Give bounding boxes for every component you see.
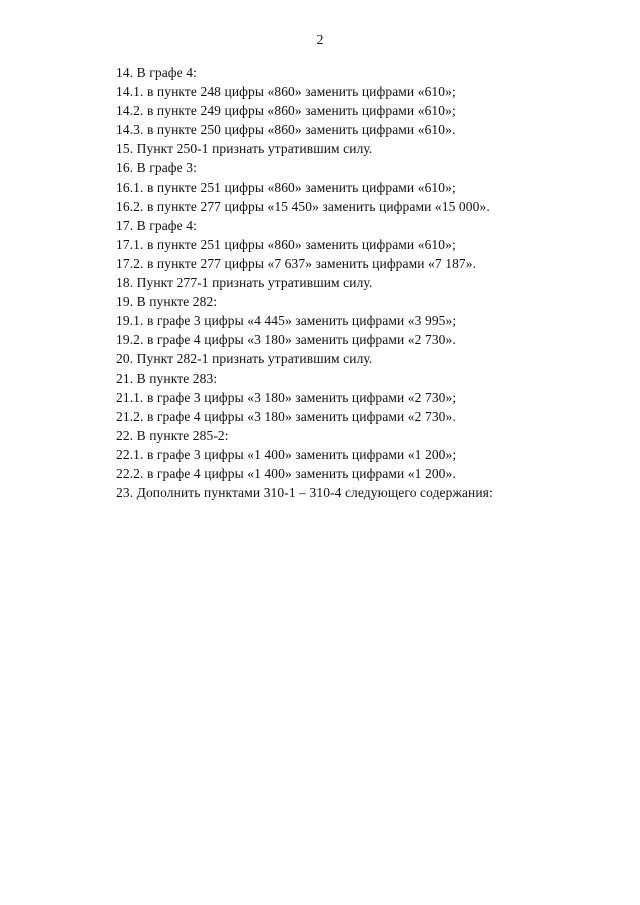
item-16-1: 16.1. в пункте 251 цифры «860» заменить цифрами «610»; [116, 179, 456, 195]
item-16-2: 16.2. в пункте 277 цифры «15 450» заменить цифрами «15 000». [116, 198, 490, 214]
item-14-3: 14.3. в пункте 250 цифры «860» заменить цифрами «610». [116, 122, 456, 138]
item-22-2: 22.2. в графе 4 цифры «1 400» заменить цифрами «1 200». [116, 465, 456, 481]
item-14-2: 14.2. в пункте 249 цифры «860» заменить цифрами «610»; [116, 103, 456, 119]
item-18: 18. Пункт 277-1 признать утратившим силу. [116, 275, 373, 291]
item-22-heading: 22. В пункте 285-2: [116, 427, 229, 443]
item-22-1: 22.1. в графе 3 цифры «1 400» заменить цифрами «1 200»; [116, 446, 457, 462]
document-body [116, 63, 616, 502]
item-21-heading: 21. В пункте 283: [116, 370, 218, 386]
item-14-1: 14.1. в пункте 248 цифры «860» заменить цифрами «610»; [116, 84, 456, 100]
item-19-1: 19.1. в графе 3 цифры «4 445» заменить цифрами «3 995»; [116, 313, 457, 329]
item-14-heading: 14. В графе 4: [116, 65, 197, 80]
item-19-2: 19.2. в графе 4 цифры «3 180» заменить цифрами «2 730». [116, 332, 456, 348]
item-17-2: 17.2. в пункте 277 цифры «7 637» заменить цифрами «7 187». [116, 255, 477, 271]
item-23: 23. Дополнить пунктами 310-1 – 310-4 следующего содержания: [116, 485, 493, 501]
item-17-heading: 17. В графе 4: [116, 217, 197, 233]
item-17-1: 17.1. в пункте 251 цифры «860» заменить цифрами «610»; [116, 236, 456, 252]
item-21-2: 21.2. в графе 4 цифры «3 180» заменить цифрами «2 730». [116, 408, 456, 424]
item-15: 15. Пункт 250-1 признать утратившим силу. [116, 141, 373, 157]
page-number: 2 [316, 33, 324, 48]
item-20: 20. Пункт 282-1 признать утратившим силу. [116, 351, 373, 367]
item-21-1: 21.1. в графе 3 цифры «3 180» заменить цифрами «2 730»; [116, 389, 457, 405]
item-19-heading: 19. В пункте 282: [116, 294, 218, 310]
item-16-heading: 16. В графе 3: [116, 160, 197, 176]
